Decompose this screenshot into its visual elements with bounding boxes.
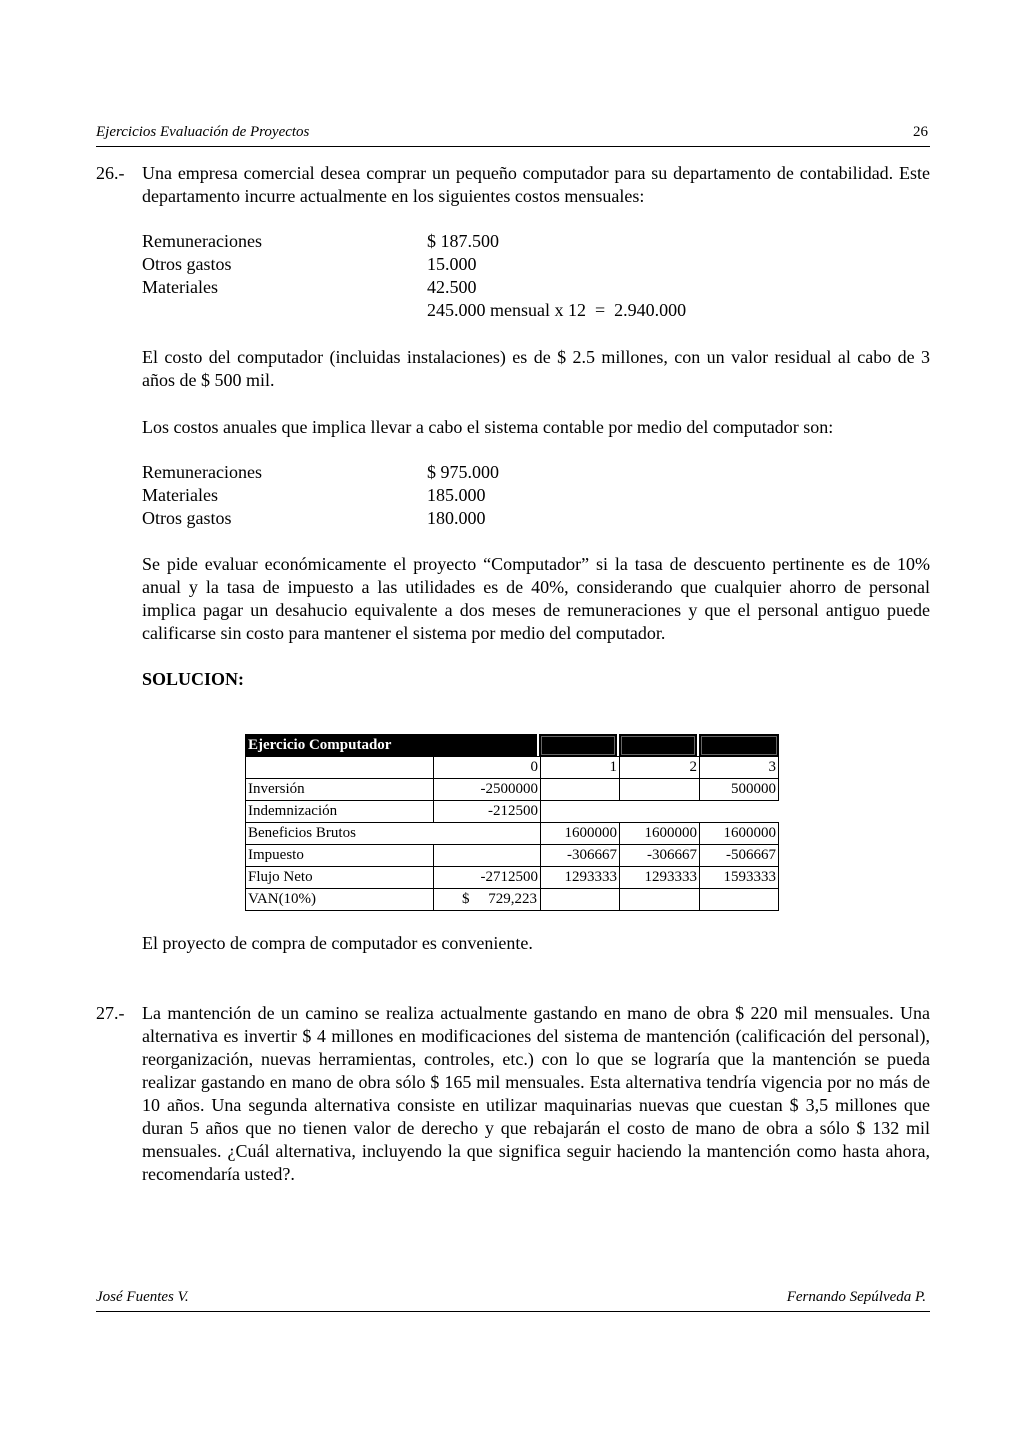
current-cost-row [142,253,842,276]
table-header-cell [539,734,617,757]
footer-author-right: Fernando Sepúlveda P. [786,1289,926,1305]
computer-cost-paragraph: El costo del computador (incluidas instalaciones) es de $ 2.5 millones, con un valor residual al cabo de 3 años de $ 500 mil. [142,347,930,390]
document-title: Ejercicios Evaluación de Proyectos [96,124,310,140]
page-header [96,122,930,147]
cost-total-value: 245.000 mensual x 12 = 2.940.000 [427,300,687,320]
flujo-p1: 1293333 [540,866,620,889]
exercise-26-number: 26.- [96,163,125,183]
beneficios-p3: 1600000 [699,822,779,845]
cost-label: Materiales [142,277,218,297]
cost-value: 180.000 [427,508,486,528]
row-label-flujo: Flujo Neto [245,866,434,889]
current-cost-total-row [142,299,842,322]
table-cell [433,844,541,867]
table-cell [540,888,620,911]
van-currency: $ [462,891,470,907]
table-header-cell [699,734,779,757]
row-label-impuesto: Impuesto [245,844,434,867]
period-2-header: 2 [619,756,700,779]
row-label-indemnizacion: Indemnización [245,800,434,823]
table-header-cell [619,734,697,757]
annual-cost-row [142,461,842,484]
van-value: 729,223 [488,891,537,907]
beneficios-p1: 1600000 [540,822,620,845]
impuesto-p3: -506667 [699,844,779,867]
page-footer [96,1287,930,1312]
evaluation-request-paragraph: Se pide evaluar económicamente el proyecto “Computador” si la tasa de descuento pertinente es de 10% anual y la tasa de impuesto a las utilidades es de 40%, considerando que cualquier ahorro de personal implica pagar un desahucio equivalente a dos meses de remuneraciones y que el personal antiguo puede calificarse sin costo para mantener el sistema por medio del computador. [142,554,930,643]
table-cell [540,778,620,801]
table-cell [619,778,700,801]
indemnizacion-p0: -212500 [433,800,541,823]
period-0-header: 0 [433,756,541,779]
cost-label: Remuneraciones [142,231,262,251]
row-label-beneficios: Beneficios Brutos [245,822,541,845]
cost-value: $ 187.500 [427,231,499,251]
cost-value: 185.000 [427,485,486,505]
flujo-p3: 1593333 [699,866,779,889]
cash-flow-table [245,734,779,912]
annual-costs-intro: Los costos anuales que implica llevar a cabo el sistema contable por medio del computador son: [142,417,834,437]
beneficios-p2: 1600000 [619,822,700,845]
inversion-p0: -2500000 [433,778,541,801]
cost-label: Otros gastos [142,254,232,274]
cost-label: Otros gastos [142,508,232,528]
current-cost-row [142,230,842,253]
table-cell [245,756,434,779]
inversion-p3: 500000 [699,778,779,801]
page-number: 26 [913,124,928,140]
row-label-van: VAN(10%) [245,888,434,911]
cost-value: 15.000 [427,254,477,274]
cost-value: 42.500 [427,277,477,297]
cost-label: Remuneraciones [142,462,262,482]
exercise-26-conclusion: El proyecto de compra de computador es conveniente. [142,933,533,953]
flujo-p2: 1293333 [619,866,700,889]
cost-label: Materiales [142,485,218,505]
period-1-header: 1 [540,756,620,779]
flujo-p0: -2712500 [433,866,541,889]
table-title: Ejercicio Computador [245,734,537,757]
row-label-inversion: Inversión [245,778,434,801]
exercise-27-text: La mantención de un camino se realiza actualmente gastando en mano de obra $ 220 mil mensuales. Una alternativa es invertir $ 4 millones en modificaciones del sistema de mantención (calificación del personal), reorganización, nuevas herramientas, controles, etc.) con lo que se lograría que la mantención se pueda realizar gastando en mano de obra sólo $ 165 mil mensuales. Esta alternativa tendría vigencia por no más de 10 años. Una segunda alternativa consiste en utilizar maquinarias nuevas que cuestan $ 3,5 millones que duran 5 años que no tienen valor de derecho y que rebajarán el costo de mano de obra a sólo $ 132 mil mensuales. ¿Cuál alternativa, incluyendo la que significa seguir haciendo la mantención como hasta ahora, recomendaría usted?. [142,1003,930,1184]
current-cost-row [142,276,842,299]
cost-value: $ 975.000 [427,462,499,482]
period-3-header: 3 [699,756,779,779]
impuesto-p2: -306667 [619,844,700,867]
solution-heading: SOLUCION: [142,669,245,689]
table-cell [619,888,700,911]
annual-cost-row [142,484,842,507]
table-cell [699,888,779,911]
exercise-27-number: 27.- [96,1003,125,1023]
exercise-26-intro: Una empresa comercial desea comprar un pequeño computador para su departamento de contabilidad. Este departamento incurre actualmente en los siguientes costos mensuales: [142,163,930,206]
footer-author-left: José Fuentes V. [96,1289,189,1305]
annual-cost-row [142,507,842,530]
van-value-cell [433,888,541,911]
impuesto-p1: -306667 [540,844,620,867]
